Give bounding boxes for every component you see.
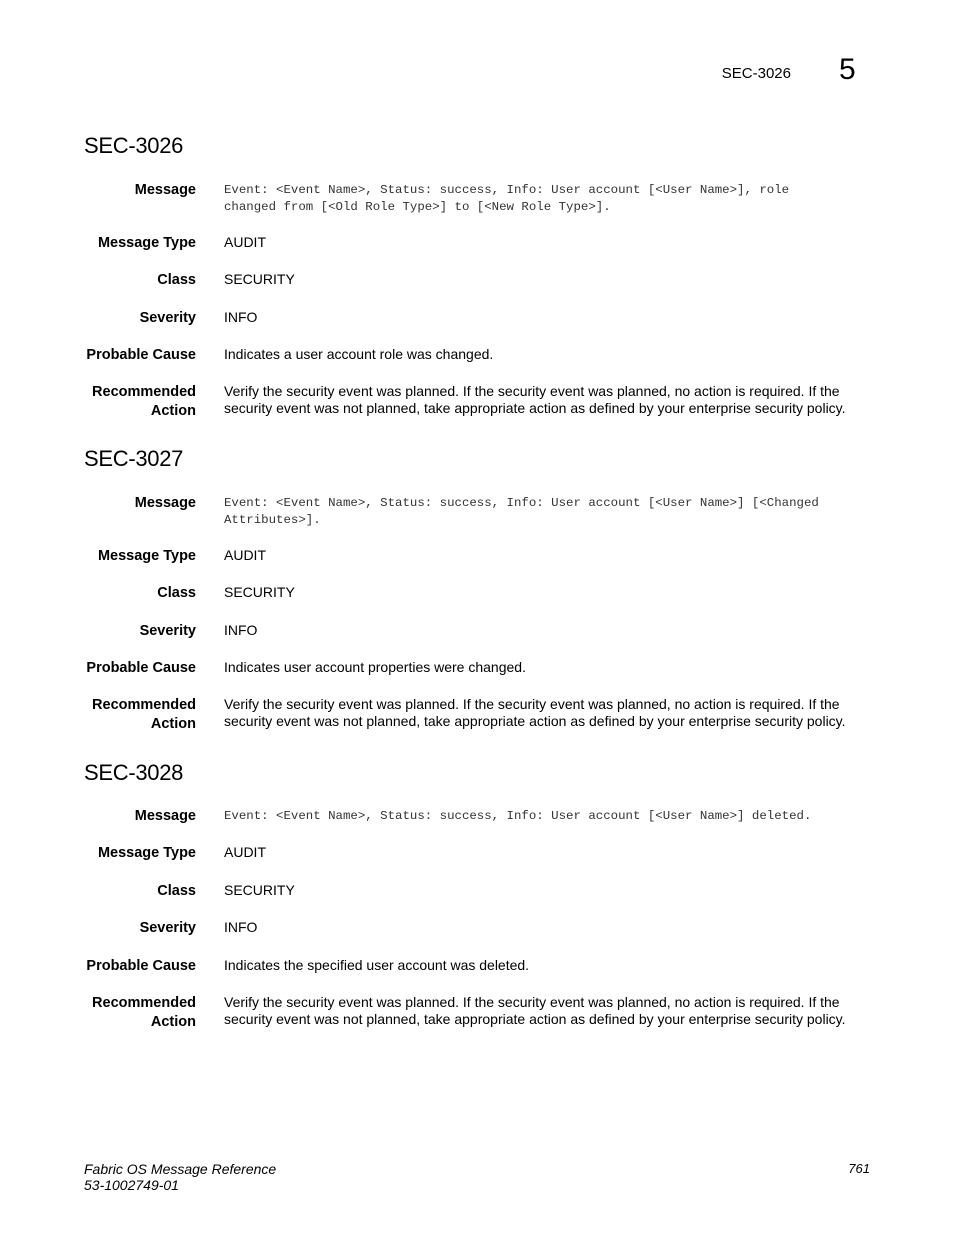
probable-cause-label: Probable Cause	[86, 958, 196, 974]
message-type-label: Message Type	[97, 235, 196, 251]
class-label: Class	[157, 272, 196, 288]
recommended-action-value	[224, 383, 864, 417]
label-line: Action	[150, 1014, 196, 1030]
message-type-label: Message Type	[97, 548, 196, 564]
severity-value: INFO	[224, 919, 258, 935]
message-line: Event: <Event Name>, Status: success, Info: User account [<User Name>], role	[224, 183, 790, 197]
probable-cause-label: Probable Cause	[86, 660, 196, 676]
message-type-value: AUDIT	[224, 234, 266, 250]
label-line: Recommended	[92, 384, 196, 400]
page-number: 761	[848, 1161, 870, 1176]
severity-value: INFO	[224, 622, 258, 638]
message-line: Event: <Event Name>, Status: success, Info: User account [<User Name>] deleted.	[224, 809, 812, 823]
message-text	[224, 808, 864, 825]
action-line: security event was not planned, take appropriate action as defined by your enterprise security policy.	[224, 713, 846, 729]
running-title: SEC-3026	[721, 65, 791, 82]
class-label: Class	[157, 883, 196, 899]
probable-cause-label: Probable Cause	[86, 347, 196, 363]
action-line: Verify the security event was planned. If the security event was planned, no action is required. If the	[224, 994, 840, 1010]
message-text	[224, 495, 864, 529]
action-line: Verify the security event was planned. If the security event was planned, no action is required. If the	[224, 383, 840, 399]
message-label: Message	[134, 182, 196, 198]
message-text	[224, 182, 864, 216]
recommended-action-value	[224, 696, 864, 730]
label-line: Recommended	[92, 697, 196, 713]
class-value: SECURITY	[224, 882, 295, 898]
message-line: Attributes>].	[224, 513, 321, 527]
message-type-value: AUDIT	[224, 547, 266, 563]
class-label: Class	[157, 585, 196, 601]
class-value: SECURITY	[224, 584, 295, 600]
message-type-value: AUDIT	[224, 844, 266, 860]
severity-label: Severity	[139, 920, 196, 936]
message-label: Message	[134, 808, 196, 824]
document-title: Fabric OS Message Reference	[84, 1161, 277, 1177]
section-title: SEC-3028	[84, 760, 184, 785]
class-value: SECURITY	[224, 271, 295, 287]
label-line: Action	[150, 716, 196, 732]
recommended-action-value	[224, 994, 864, 1028]
probable-cause-value: Indicates user account properties were changed.	[224, 659, 526, 675]
recommended-action-label	[66, 994, 196, 1032]
action-line: security event was not planned, take appropriate action as defined by your enterprise security policy.	[224, 1011, 846, 1027]
label-line: Action	[150, 403, 196, 419]
message-type-label: Message Type	[97, 845, 196, 861]
severity-label: Severity	[139, 623, 196, 639]
severity-value: INFO	[224, 309, 258, 325]
message-label: Message	[134, 495, 196, 511]
action-line: security event was not planned, take appropriate action as defined by your enterprise security policy.	[224, 400, 846, 416]
section-title: SEC-3027	[84, 446, 184, 471]
label-line: Recommended	[92, 995, 196, 1011]
severity-label: Severity	[139, 310, 196, 326]
chapter-number: 5	[839, 53, 856, 86]
recommended-action-label	[66, 696, 196, 734]
recommended-action-label	[66, 383, 196, 421]
probable-cause-value: Indicates the specified user account was deleted.	[224, 957, 530, 973]
probable-cause-value: Indicates a user account role was changed.	[224, 346, 494, 362]
action-line: Verify the security event was planned. If the security event was planned, no action is required. If the	[224, 696, 840, 712]
running-header	[0, 0, 954, 100]
section-title: SEC-3026	[84, 133, 184, 158]
message-line: Event: <Event Name>, Status: success, Info: User account [<User Name>] [<Changed	[224, 496, 819, 510]
message-line: changed from [<Old Role Type>] to [<New Role Type>].	[224, 200, 611, 214]
document-number: 53-1002749-01	[84, 1177, 179, 1193]
page-footer	[0, 1160, 954, 1200]
